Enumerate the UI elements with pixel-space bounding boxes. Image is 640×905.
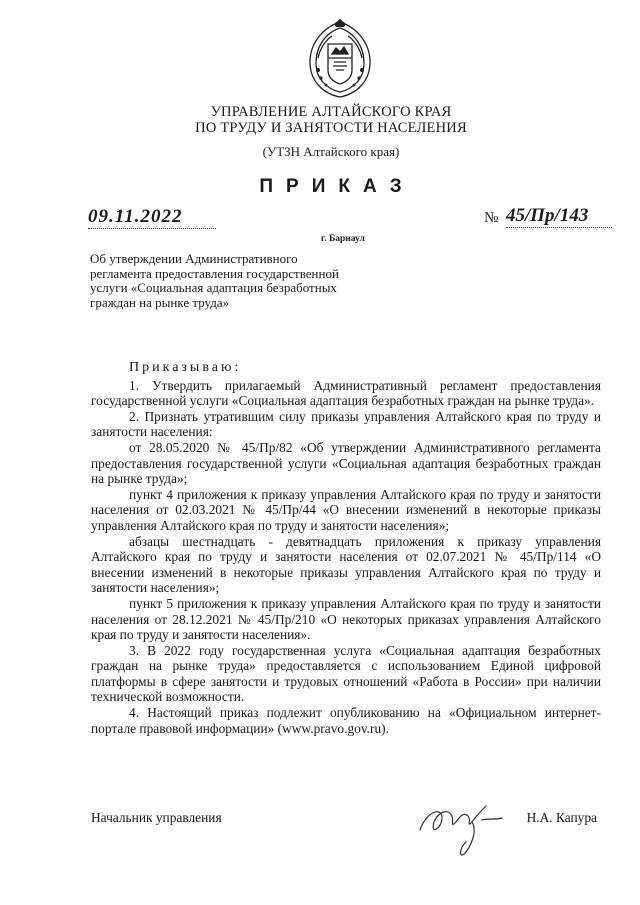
org-abbreviation: (УТЗН Алтайского края)	[262, 144, 400, 159]
order-date: 09.11.2022	[88, 206, 216, 229]
handwritten-signature-icon	[412, 792, 522, 862]
order-subject: Об утверждении Административного регламента предоставления государственной услуги «Социальная адаптация безработных граждан на рынке труда»	[90, 251, 339, 310]
order-lead: Приказываю:	[129, 360, 242, 375]
paragraph: 1. Утвердить прилагаемый Административный регламент предоставления государственной услуги «Социальная адаптация безработных граждан на рынке труда».	[91, 377, 601, 409]
paragraph: 2. Признать утратившим силу приказы управления Алтайского края по труду и занятости населения:	[91, 408, 601, 440]
org-name-line2: ПО ТРУДУ И ЗАНЯТОСТИ НАСЕЛЕНИЯ	[195, 120, 467, 136]
paragraph: 3. В 2022 году государственная услуга «Социальная адаптация безработных граждан на рынке труда» предоставляется с использованием Единой цифровой платформы в сфере занятости и трудовых отношений «Работа в России» при наличии технической возможности.	[91, 642, 601, 705]
paragraph: пункт 5 приложения к приказу управления Алтайского края по труду и занятости населения от 28.12.2021 № 45/Пр/210 «О некоторых приказах управления Алтайского края по труду и занятости населения».	[91, 595, 601, 643]
order-body	[91, 360, 601, 736]
coat-of-arms-icon	[300, 18, 380, 100]
paragraph: 4. Настоящий приказ подлежит опубликованию на «Официальном интернет-портале правовой информации» (www.pravo.gov.ru).	[91, 705, 601, 736]
city: г. Барнаул	[321, 234, 365, 244]
org-name-line1: УПРАВЛЕНИЕ АЛТАЙСКОГО КРАЯ	[210, 104, 452, 120]
order-number: 45/Пр/143	[506, 205, 612, 228]
paragraph: абзацы шестнадцать - девятнадцать приложения к приказу управления Алтайского края по труду и занятости населения от 02.07.2021 № 45/Пр/114 «О внесении изменений в некоторые приказы управления Алтайского края по труду и занятости населения»;	[91, 533, 601, 596]
signer-title: Начальник управления	[91, 810, 222, 825]
paragraph: от 28.05.2020 № 45/Пр/82 «Об утверждении Административного регламента предоставления государственной услуги «Социальная адаптация безработных граждан на рынке труда»;	[91, 439, 601, 487]
paragraph: пункт 4 приложения к приказу управления Алтайского края по труду и занятости населения от 02.03.2021 № 45/Пр/44 «О внесении изменений в некоторые приказы управления Алтайского края по труду и занятости населения»;	[91, 486, 601, 533]
number-sign: №	[484, 210, 499, 226]
signer-name: Н.А. Капура	[526, 810, 597, 825]
document-type-title: ПРИКАЗ	[259, 176, 415, 197]
